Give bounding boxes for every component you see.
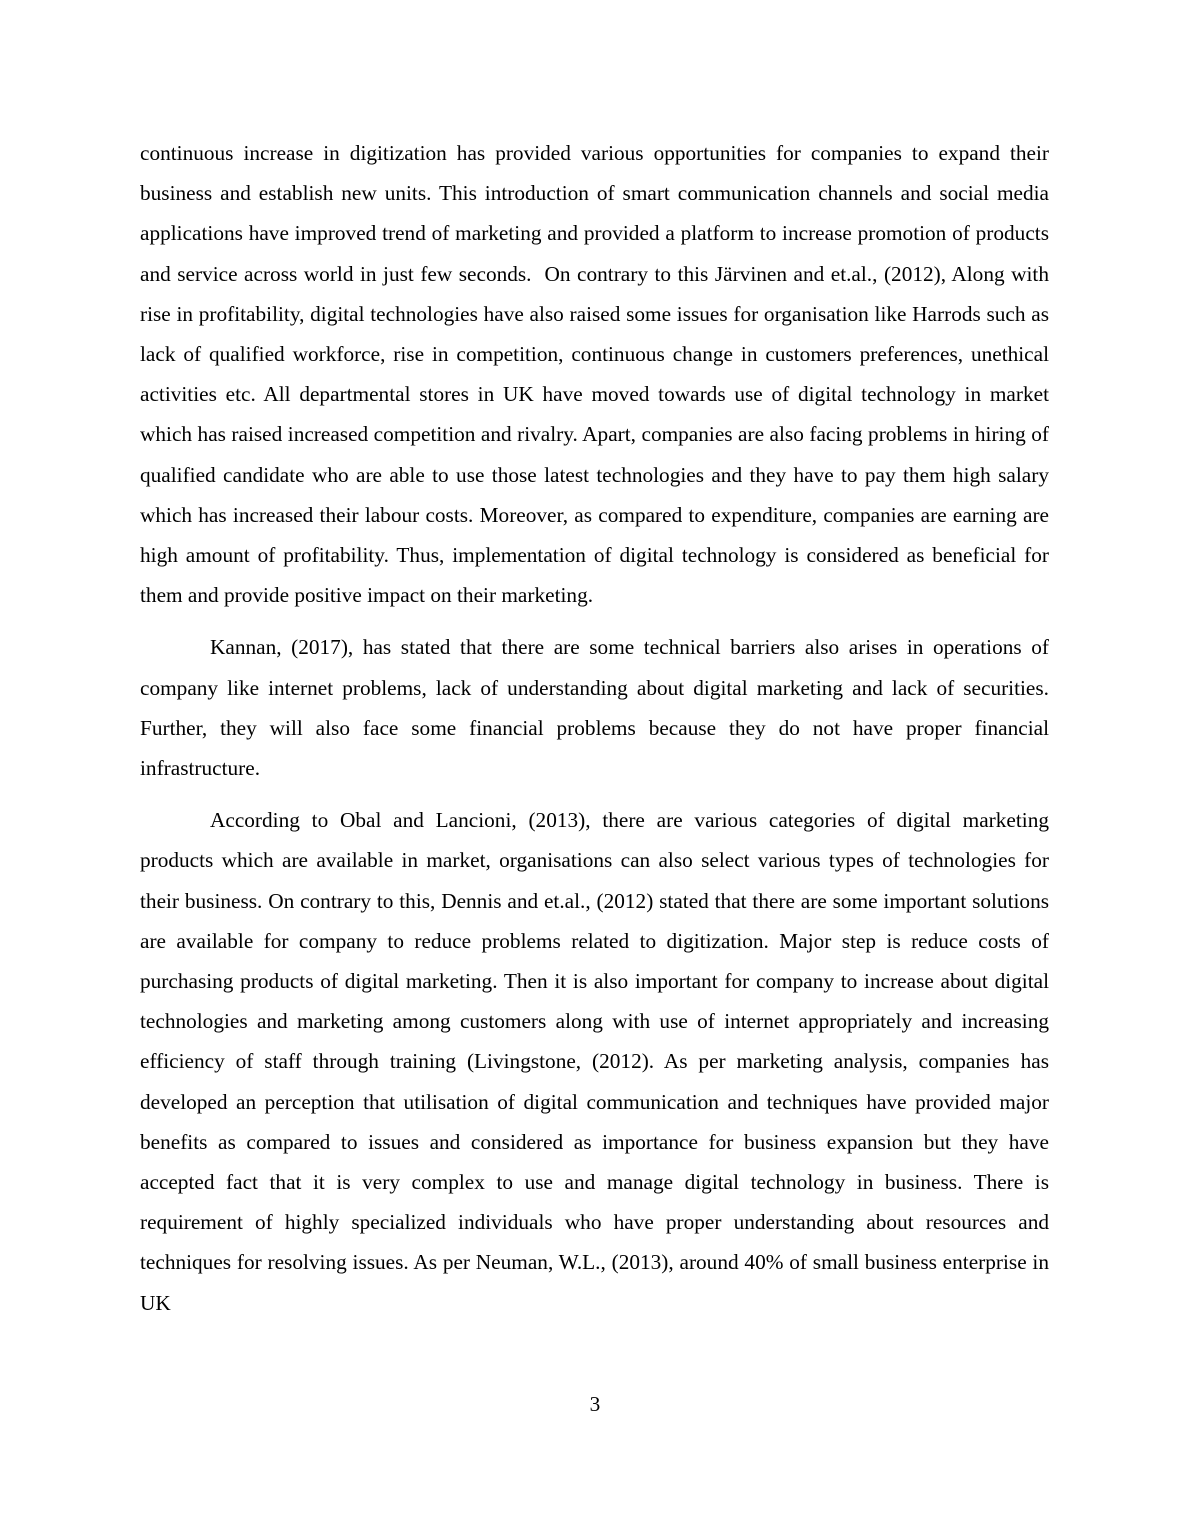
paragraph-1: continuous increase in digitization has provided various opportunities for companies to expand their business and establish new units. This introduction of smart communication channels and social media applications have improved trend of marketing and provided a platform to increase promotion of products and service across world in just few seconds. On contrary to this Järvinen and et.al., (2012), Along with rise in profitability, digital technologies have also raised some issues for organisation like Harrods such as lack of qualified workforce, rise in competition, continuous change in customers preferences, unethical activities etc. All departmental stores in UK have moved towards use of digital technology in market which has raised increased competition and rivalry. Apart, companies are also facing problems in hiring of qualified candidate who are able to use those latest technologies and they have to pay them high salary which has increased their labour costs. Moreover, as compared to expenditure, companies are earning are high amount of profitability. Thus, implementation of digital technology is considered as beneficial for them and provide positive impact on their marketing. — [140, 141, 1055, 608]
page-number: 3 — [589, 1392, 601, 1416]
body-text — [140, 133, 1055, 1335]
paragraph-3: According to Obal and Lancioni, (2013), there are various categories of digital marketing products which are available in market, organisations can also select various types of technologies for their business. On contrary to this, Dennis and et.al., (2012) stated that there are some important solutions are available for company to reduce problems related to digitization. Major step is reduce costs of purchasing products of digital marketing. Then it is also important for company to increase about digital technologies and marketing among customers along with use of internet appropriately and increasing efficiency of staff through training (Livingstone, (2012). As per marketing analysis, companies has developed an perception that utilisation of digital communication and techniques have provided major benefits as compared to issues and considered as importance for business expansion but they have accepted fact that it is very complex to use and manage digital technology in business. There is requirement of highly specialized individuals who have proper understanding about resources and techniques for resolving issues. As per Neuman, W.L., (2013), around 40% of small business enterprise in UK — [140, 808, 1055, 1315]
paragraph-2: Kannan, (2017), has stated that there are some technical barriers also arises in operations of company like internet problems, lack of understanding about digital marketing and lack of securities. Further, they will also face some financial problems because they do not have proper financial infrastructure. — [140, 635, 1055, 781]
